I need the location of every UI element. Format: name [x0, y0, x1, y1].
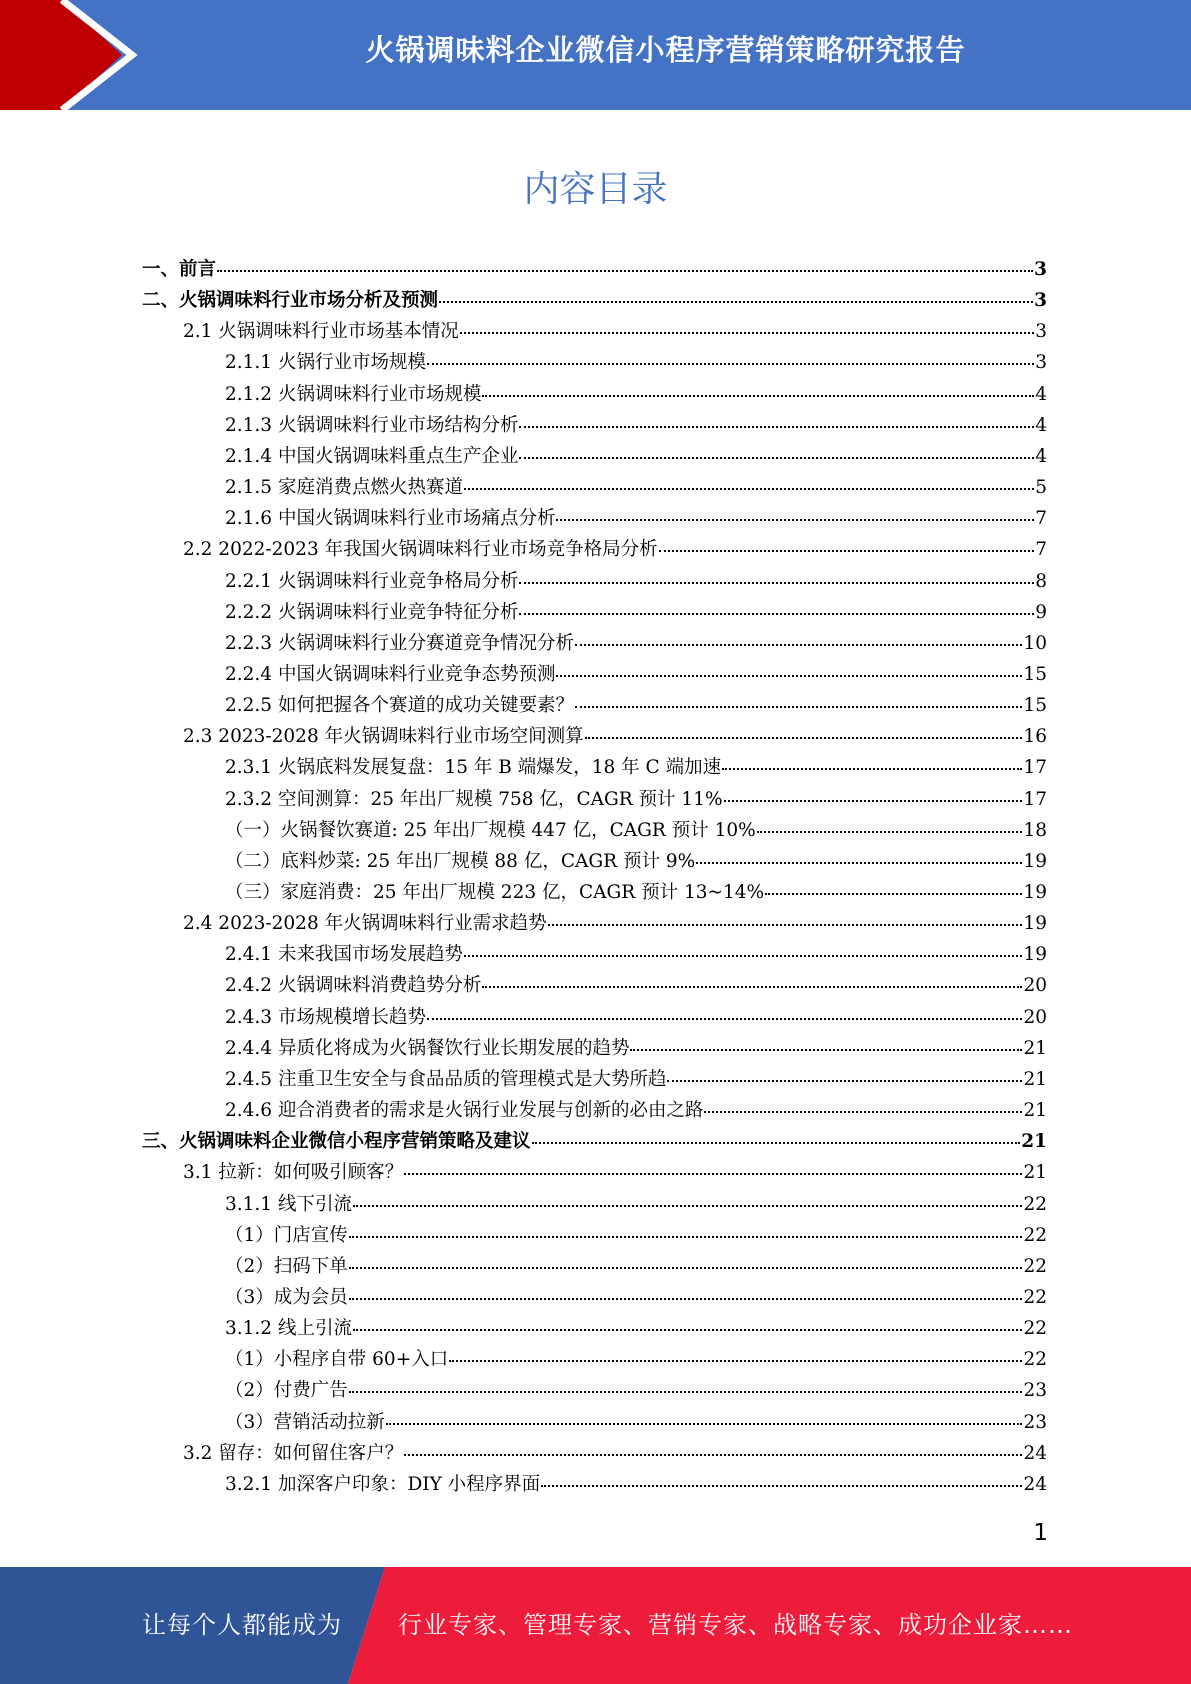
- toc-entry[interactable]: [142, 1126, 1047, 1157]
- toc-entry[interactable]: [225, 1189, 1047, 1220]
- toc-entry[interactable]: [183, 534, 1047, 565]
- toc-entry[interactable]: [225, 752, 1047, 783]
- toc-entry-label: 2.4.6 迎合消费者的需求是火锅行业发展与创新的必由之路: [225, 1100, 704, 1122]
- toc-leader-dots: [659, 550, 1035, 552]
- toc-entry[interactable]: [225, 690, 1047, 721]
- toc-leader-dots: [464, 955, 1022, 957]
- toc-entry-page: 7: [1035, 539, 1047, 561]
- toc-entry-label: （3）成为会员: [225, 1286, 348, 1308]
- toc-entry-label: 2.1.3 火锅调味料行业市场结构分析: [225, 414, 519, 436]
- toc-entry-page: 24: [1023, 1473, 1047, 1495]
- toc-entry-page: 22: [1023, 1318, 1047, 1340]
- toc-leader-dots: [765, 893, 1022, 895]
- toc-leader-dots: [349, 1391, 1023, 1393]
- toc-entry-page: 22: [1023, 1286, 1047, 1308]
- toc-entry[interactable]: [142, 254, 1047, 285]
- toc-entry-label: （1）小程序自带 60+入口: [225, 1349, 449, 1371]
- toc-entry[interactable]: [225, 503, 1047, 534]
- toc-entry-page: 3: [1035, 321, 1047, 343]
- toc-entry-label: 2.1.2 火锅调味料行业市场规模: [225, 383, 482, 405]
- toc-entry[interactable]: [183, 908, 1047, 939]
- toc-entry-label: （二）底料炒菜: 25 年出厂规模 88 亿，CAGR 预计 9%: [225, 850, 696, 872]
- toc-leader-dots: [575, 644, 1022, 646]
- toc-entry-page: 21: [1023, 1162, 1047, 1184]
- toc-entry[interactable]: [225, 566, 1047, 597]
- toc-entry-label: 2.1.5 家庭消费点燃火热赛道: [225, 477, 463, 499]
- toc-entry[interactable]: [183, 1157, 1047, 1188]
- toc-entry[interactable]: [225, 347, 1047, 378]
- toc-leader-dots: [427, 363, 1034, 365]
- toc-entry-label: （3）营销活动拉新: [225, 1411, 385, 1433]
- toc-entry-label: 2.2.5 如何把握各个赛道的成功关键要素？: [225, 695, 574, 717]
- toc-entry-label: 2.4.2 火锅调味料消费趋势分析: [225, 975, 482, 997]
- toc-entry-label: （一）火锅餐饮赛道: 25 年出厂规模 447 亿，CAGR 预计 10%: [225, 819, 756, 841]
- toc-entry[interactable]: [183, 721, 1047, 752]
- toc-leader-dots: [585, 737, 1023, 739]
- report-title: 火锅调味料企业微信小程序营销策略研究报告: [365, 33, 966, 67]
- toc-entry[interactable]: [225, 1469, 1047, 1500]
- toc-entry-page: 22: [1023, 1255, 1047, 1277]
- toc-leader-dots: [404, 1454, 1022, 1456]
- toc-leader-dots: [630, 1049, 1022, 1051]
- toc-leader-dots: [482, 395, 1034, 397]
- header-banner: [0, 0, 1191, 110]
- toc-entry-label: 2.3 2023-2028 年火锅调味料行业市场空间测算: [183, 726, 584, 748]
- toc-entry-page: 22: [1023, 1349, 1047, 1371]
- toc-leader-dots: [541, 1485, 1022, 1487]
- toc-entry-label: 3.2 留存：如何留住客户？: [183, 1442, 404, 1464]
- toc-entry-page: 23: [1023, 1411, 1047, 1433]
- toc-leader-dots: [427, 1018, 1022, 1020]
- toc-entry-page: 19: [1023, 944, 1047, 966]
- toc-entry[interactable]: [225, 659, 1047, 690]
- toc-entry-label: 2.4 2023-2028 年火锅调味料行业需求趋势: [183, 913, 547, 935]
- toc-entry-page: 17: [1023, 788, 1047, 810]
- toc-leader-dots: [460, 332, 1034, 334]
- toc-leader-dots: [704, 1111, 1022, 1113]
- toc-entry[interactable]: [225, 472, 1047, 503]
- toc-entry-page: 21: [1021, 1131, 1047, 1153]
- footer-banner: [0, 1567, 1191, 1684]
- toc-entry-page: 16: [1023, 726, 1047, 748]
- toc-entry-page: 4: [1035, 445, 1047, 467]
- toc-leader-dots: [439, 301, 1033, 303]
- toc-entry-label: 2.1.4 中国火锅调味料重点生产企业: [225, 445, 519, 467]
- toc-entry[interactable]: [225, 784, 1047, 815]
- toc-entry[interactable]: [225, 628, 1047, 659]
- toc-entry-label: 2.1.1 火锅行业市场规模: [225, 352, 426, 374]
- toc-leader-dots: [532, 1142, 1021, 1144]
- toc-leader-dots: [696, 862, 1022, 864]
- toc-leader-dots: [519, 457, 1034, 459]
- toc-entry-label: 2.1 火锅调味料行业市场基本情况: [183, 321, 459, 343]
- toc-leader-dots: [482, 986, 1022, 988]
- toc-leader-dots: [724, 800, 1023, 802]
- toc-entry-page: 21: [1023, 1037, 1047, 1059]
- toc-entry-label: 3.1.1 线下引流: [225, 1193, 352, 1215]
- toc-leader-dots: [404, 1173, 1022, 1175]
- toc-entry-page: 4: [1035, 414, 1047, 436]
- toc-entry-page: 17: [1023, 757, 1047, 779]
- toc-entry[interactable]: [225, 1095, 1047, 1126]
- toc-leader-dots: [556, 675, 1022, 677]
- toc-entry-page: 5: [1035, 477, 1047, 499]
- toc-entry-label: 2.4.3 市场规模增长趋势: [225, 1006, 426, 1028]
- toc-entry[interactable]: [225, 597, 1047, 628]
- toc-entry[interactable]: [225, 877, 1047, 908]
- toc-leader-dots: [667, 1080, 1022, 1082]
- toc-entry[interactable]: [225, 970, 1047, 1001]
- toc-leader-dots: [386, 1423, 1023, 1425]
- toc-entry-label: 三、火锅调味料企业微信小程序营销策略及建议: [142, 1131, 531, 1153]
- toc-entry[interactable]: [225, 1282, 1047, 1313]
- toc-leader-dots: [722, 768, 1022, 770]
- toc-entry-label: 3.2.1 加深客户印象：DIY 小程序界面: [225, 1473, 541, 1495]
- toc-entry-label: 2.2.4 中国火锅调味料行业竞争态势预测: [225, 663, 556, 685]
- toc-entry-label: 2.2.1 火锅调味料行业竞争格局分析: [225, 570, 519, 592]
- toc-entry-page: 23: [1023, 1380, 1047, 1402]
- toc-entry-label: 2.3.1 火锅底料发展复盘：15 年 B 端爆发，18 年 C 端加速: [225, 757, 722, 779]
- toc-entry-page: 3: [1034, 259, 1047, 280]
- toc-entry-page: 15: [1023, 695, 1047, 717]
- toc-entry[interactable]: [225, 1002, 1047, 1033]
- toc-entry-page: 3: [1035, 352, 1047, 374]
- toc-entry-label: （2）扫码下单: [225, 1255, 348, 1277]
- toc-entry-label: 3.1 拉新：如何吸引顾客？: [183, 1162, 404, 1184]
- toc-leader-dots: [449, 1360, 1022, 1362]
- toc-entry-label: 一、前言: [142, 259, 217, 280]
- chevron-right-icon: [0, 0, 150, 110]
- toc-leader-dots: [575, 706, 1022, 708]
- toc-entry[interactable]: [225, 1064, 1047, 1095]
- toc-entry-page: 19: [1023, 913, 1047, 935]
- toc-leader-dots: [519, 426, 1034, 428]
- toc-entry-page: 8: [1035, 570, 1047, 592]
- toc-entry[interactable]: [183, 1438, 1047, 1469]
- toc-entry-page: 9: [1035, 601, 1047, 623]
- toc-leader-dots: [519, 582, 1034, 584]
- toc-leader-dots: [464, 488, 1034, 490]
- toc-entry-label: （三）家庭消费：25 年出厂规模 223 亿，CAGR 预计 13~14%: [225, 882, 765, 903]
- toc-entry[interactable]: [225, 846, 1047, 877]
- toc-leader-dots: [519, 613, 1034, 615]
- toc-leader-dots: [349, 1298, 1023, 1300]
- toc-entry-label: 2.4.5 注重卫生安全与食品品质的管理模式是大势所趋: [225, 1068, 667, 1090]
- toc-leader-dots: [353, 1329, 1023, 1331]
- footer-slogan-right: 行业专家、管理专家、营销专家、战略专家、成功企业家……: [398, 1611, 1073, 1639]
- toc-entry-page: 19: [1023, 850, 1047, 872]
- toc-entry-label: （1）门店宣传: [225, 1224, 348, 1246]
- toc-leader-dots: [217, 270, 1033, 272]
- toc-entry-page: 22: [1023, 1224, 1047, 1246]
- toc-entry-page: 15: [1023, 663, 1047, 685]
- toc-entry-label: 2.2 2022-2023 年我国火锅调味料行业市场竞争格局分析: [183, 539, 658, 561]
- toc-leader-dots: [757, 831, 1023, 833]
- toc-entry-page: 21: [1023, 1100, 1047, 1122]
- toc-entry-page: 7: [1035, 508, 1047, 530]
- toc-entry-label: 2.4.1 未来我国市场发展趋势: [225, 944, 463, 966]
- toc-entry-page: 10: [1023, 632, 1047, 654]
- toc-leader-dots: [556, 519, 1034, 521]
- toc-entry-label: 2.1.6 中国火锅调味料行业市场痛点分析: [225, 508, 556, 530]
- toc-entry-page: 4: [1035, 383, 1047, 405]
- toc-entry[interactable]: [225, 1251, 1047, 1282]
- toc-leader-dots: [349, 1236, 1023, 1238]
- footer-slogan-left: 让每个人都能成为: [142, 1611, 342, 1639]
- toc-entry-label: 二、火锅调味料行业市场分析及预测: [142, 290, 439, 312]
- toc-leader-dots: [548, 924, 1023, 926]
- toc-entry-page: 22: [1023, 1193, 1047, 1215]
- toc-entry-label: 3.1.2 线上引流: [225, 1318, 352, 1340]
- toc-entry-page: 20: [1023, 975, 1047, 997]
- toc-entry[interactable]: [142, 285, 1047, 316]
- toc-leader-dots: [349, 1267, 1023, 1269]
- toc-title: 内容目录: [523, 169, 668, 210]
- toc-entry-page: 21: [1023, 1068, 1047, 1090]
- toc-entry[interactable]: [225, 379, 1047, 410]
- toc-entry-label: （2）付费广告: [225, 1380, 348, 1402]
- toc-entry-page: 3: [1034, 290, 1047, 312]
- toc-entry-label: 2.2.3 火锅调味料行业分赛道竞争情况分析: [225, 632, 574, 654]
- toc-entry-label: 2.4.4 异质化将成为火锅餐饮行业长期发展的趋势: [225, 1037, 630, 1059]
- toc-entry-label: 2.3.2 空间测算：25 年出厂规模 758 亿，CAGR 预计 11%: [225, 788, 723, 810]
- toc-entry[interactable]: [225, 1344, 1047, 1375]
- toc-entry-page: 19: [1023, 882, 1047, 903]
- toc-entry-page: 18: [1023, 819, 1047, 841]
- toc-entry-page: 20: [1023, 1006, 1047, 1028]
- toc-entry[interactable]: [225, 441, 1047, 472]
- page-number: 1: [1033, 1520, 1048, 1546]
- toc-entry[interactable]: [225, 1220, 1047, 1251]
- toc-entry-label: 2.2.2 火锅调味料行业竞争特征分析: [225, 601, 519, 623]
- toc-entry-page: 24: [1023, 1442, 1047, 1464]
- toc-entry[interactable]: [225, 815, 1047, 846]
- toc-entry[interactable]: [183, 316, 1047, 347]
- toc-entry[interactable]: [225, 1313, 1047, 1344]
- toc-entry[interactable]: [225, 1407, 1047, 1438]
- toc-entry[interactable]: [225, 1033, 1047, 1064]
- toc-entry[interactable]: [225, 410, 1047, 441]
- toc-leader-dots: [353, 1205, 1023, 1207]
- toc-entry[interactable]: [225, 1375, 1047, 1406]
- toc-entry[interactable]: [225, 939, 1047, 970]
